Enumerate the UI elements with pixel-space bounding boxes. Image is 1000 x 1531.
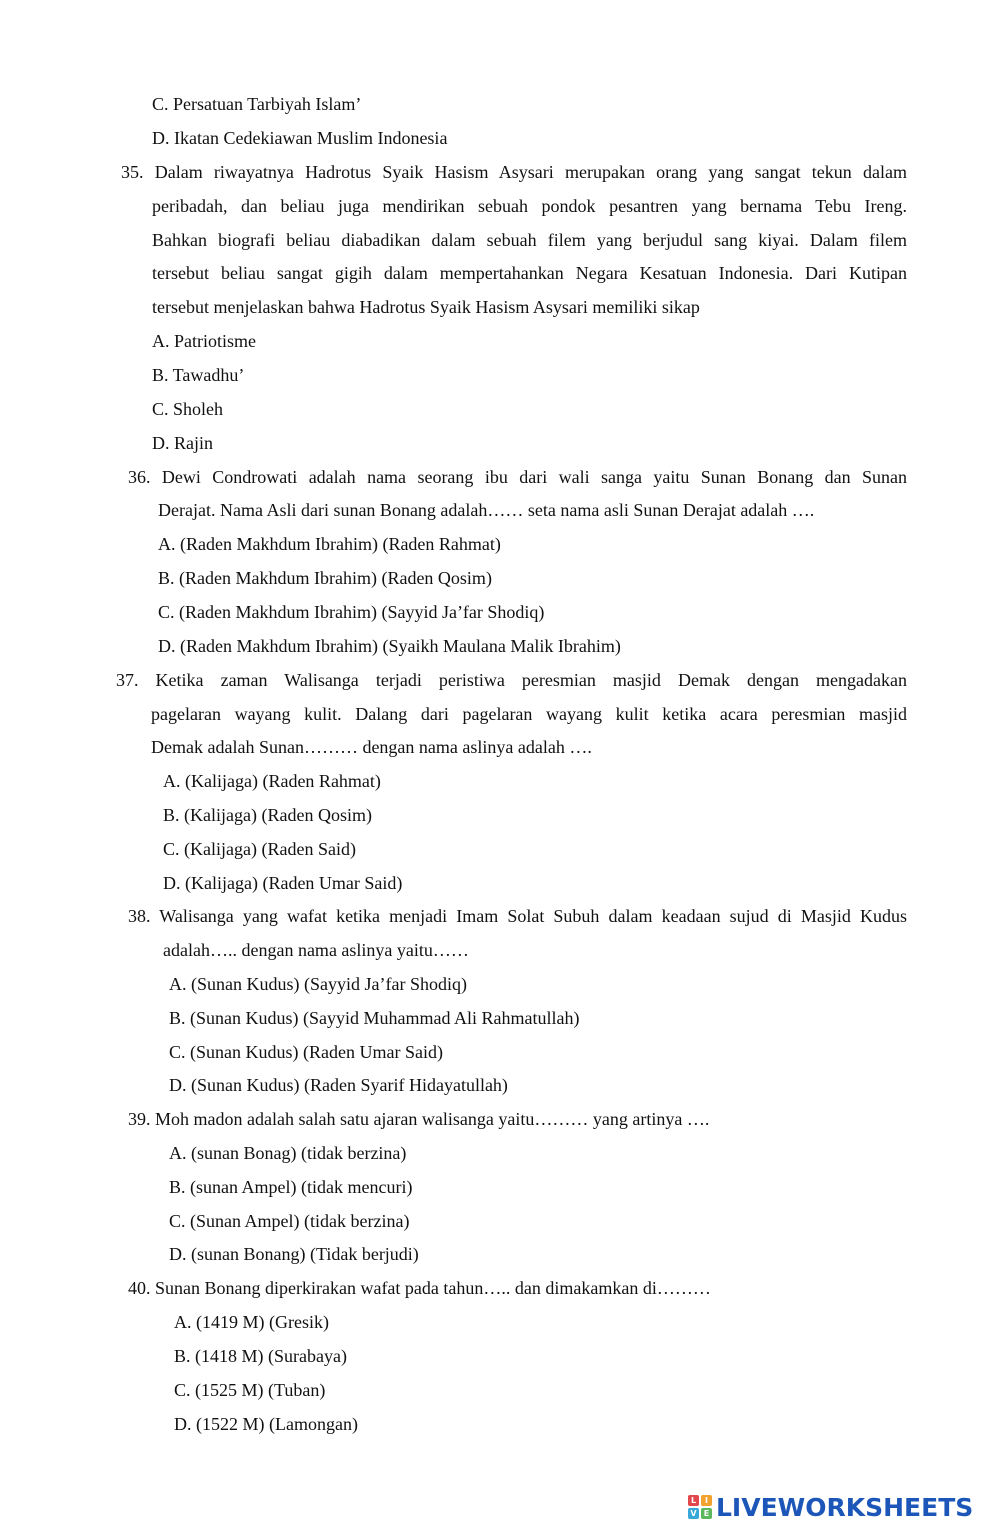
q40-option-b: B. (1418 M) (Surabaya) — [174, 1346, 347, 1366]
q35-option-c: C. Sholeh — [152, 399, 224, 419]
liveworksheets-logo-icon — [688, 1495, 712, 1519]
q35-text-line-3: Bahkan biografi beliau diabadikan dalam sebuah filem yang berjudul sang kiyai. Dalam filem — [152, 230, 907, 250]
q39-option-b: B. (sunan Ampel) (tidak mencuri) — [169, 1177, 413, 1197]
q35-text-line-4: tersebut beliau sangat gigih dalam mempertahankan Negara Kesatuan Indonesia. Dari Kutipan — [152, 263, 907, 283]
q37-text-line-2: pagelaran wayang kulit. Dalang dari pagelaran wayang kulit ketika acara peresmian masjid — [151, 704, 907, 724]
q34-option-c: C. Persatuan Tarbiyah Islam’ — [152, 94, 362, 114]
logo-letter-v: V — [688, 1508, 699, 1519]
q36-option-d: D. (Raden Makhdum Ibrahim) (Syaikh Maulana Malik Ibrahim) — [158, 636, 621, 656]
q39-option-d: D. (sunan Bonang) (Tidak berjudi) — [169, 1244, 419, 1264]
q38-option-c: C. (Sunan Kudus) (Raden Umar Said) — [169, 1042, 443, 1062]
q38-option-b: B. (Sunan Kudus) (Sayyid Muhammad Ali Rahmatullah) — [169, 1008, 580, 1028]
q35-text-line-5: tersebut menjelaskan bahwa Hadrotus Syaik Hasism Asysari memiliki sikap — [152, 297, 700, 317]
q38-option-d: D. (Sunan Kudus) (Raden Syarif Hidayatullah) — [169, 1075, 508, 1095]
q35-text-line-1: 35. Dalam riwayatnya Hadrotus Syaik Hasism Asysari merupakan orang yang sangat tekun dalam — [121, 162, 907, 182]
logo-letter-l: L — [688, 1495, 699, 1506]
q35-option-d: D. Rajin — [152, 433, 213, 453]
liveworksheets-wordmark: LIVEWORKSHEETS — [716, 1492, 974, 1522]
liveworksheets-watermark — [688, 1490, 988, 1524]
q40-option-d: D. (1522 M) (Lamongan) — [174, 1414, 358, 1434]
q35-text-line-2: peribadah, dan beliau juga mendirikan sebuah pondok pesantren yang bernama Tebu Ireng. — [152, 196, 907, 216]
q37-option-b: B. (Kalijaga) (Raden Qosim) — [163, 805, 372, 825]
q38-text-line-2: adalah….. dengan nama aslinya yaitu…… — [163, 940, 469, 960]
q36-option-b: B. (Raden Makhdum Ibrahim) (Raden Qosim) — [158, 568, 492, 588]
q36-option-a: A. (Raden Makhdum Ibrahim) (Raden Rahmat) — [158, 534, 501, 554]
q35-option-a: A. Patriotisme — [152, 331, 256, 351]
logo-letter-e: E — [701, 1508, 712, 1519]
q40-option-a: A. (1419 M) (Gresik) — [174, 1312, 329, 1332]
q39-option-a: A. (sunan Bonag) (tidak berzina) — [169, 1143, 407, 1163]
q38-option-a: A. (Sunan Kudus) (Sayyid Ja’far Shodiq) — [169, 974, 467, 994]
q36-text-line-2: Derajat. Nama Asli dari sunan Bonang adalah…… seta nama asli Sunan Derajat adalah …. — [158, 500, 815, 520]
logo-letter-i: I — [701, 1495, 712, 1506]
q36-text-line-1: 36. Dewi Condrowati adalah nama seorang ibu dari wali sanga yaitu Sunan Bonang dan Sunan — [128, 467, 907, 487]
q40-option-c: C. (1525 M) (Tuban) — [174, 1380, 326, 1400]
q37-text-line-1: 37. Ketika zaman Walisanga terjadi peristiwa peresmian masjid Demak dengan mengadakan — [116, 670, 907, 690]
q39-option-c: C. (Sunan Ampel) (tidak berzina) — [169, 1211, 410, 1231]
q37-option-c: C. (Kalijaga) (Raden Said) — [163, 839, 356, 859]
q37-text-line-3: Demak adalah Sunan……… dengan nama aslinya adalah …. — [151, 737, 592, 757]
q36-option-c: C. (Raden Makhdum Ibrahim) (Sayyid Ja’far Shodiq) — [158, 602, 545, 622]
q37-option-a: A. (Kalijaga) (Raden Rahmat) — [163, 771, 381, 791]
q39-text-line-1: 39. Moh madon adalah salah satu ajaran walisanga yaitu……… yang artinya …. — [128, 1109, 710, 1129]
q40-text-line-1: 40. Sunan Bonang diperkirakan wafat pada tahun….. dan dimakamkan di……… — [128, 1278, 711, 1298]
q38-text-line-1: 38. Walisanga yang wafat ketika menjadi Imam Solat Subuh dalam keadaan sujud di Masjid Kudus — [128, 906, 907, 926]
q37-option-d: D. (Kalijaga) (Raden Umar Said) — [163, 873, 403, 893]
q35-option-b: B. Tawadhu’ — [152, 365, 245, 385]
q34-option-d: D. Ikatan Cedekiawan Muslim Indonesia — [152, 128, 448, 148]
